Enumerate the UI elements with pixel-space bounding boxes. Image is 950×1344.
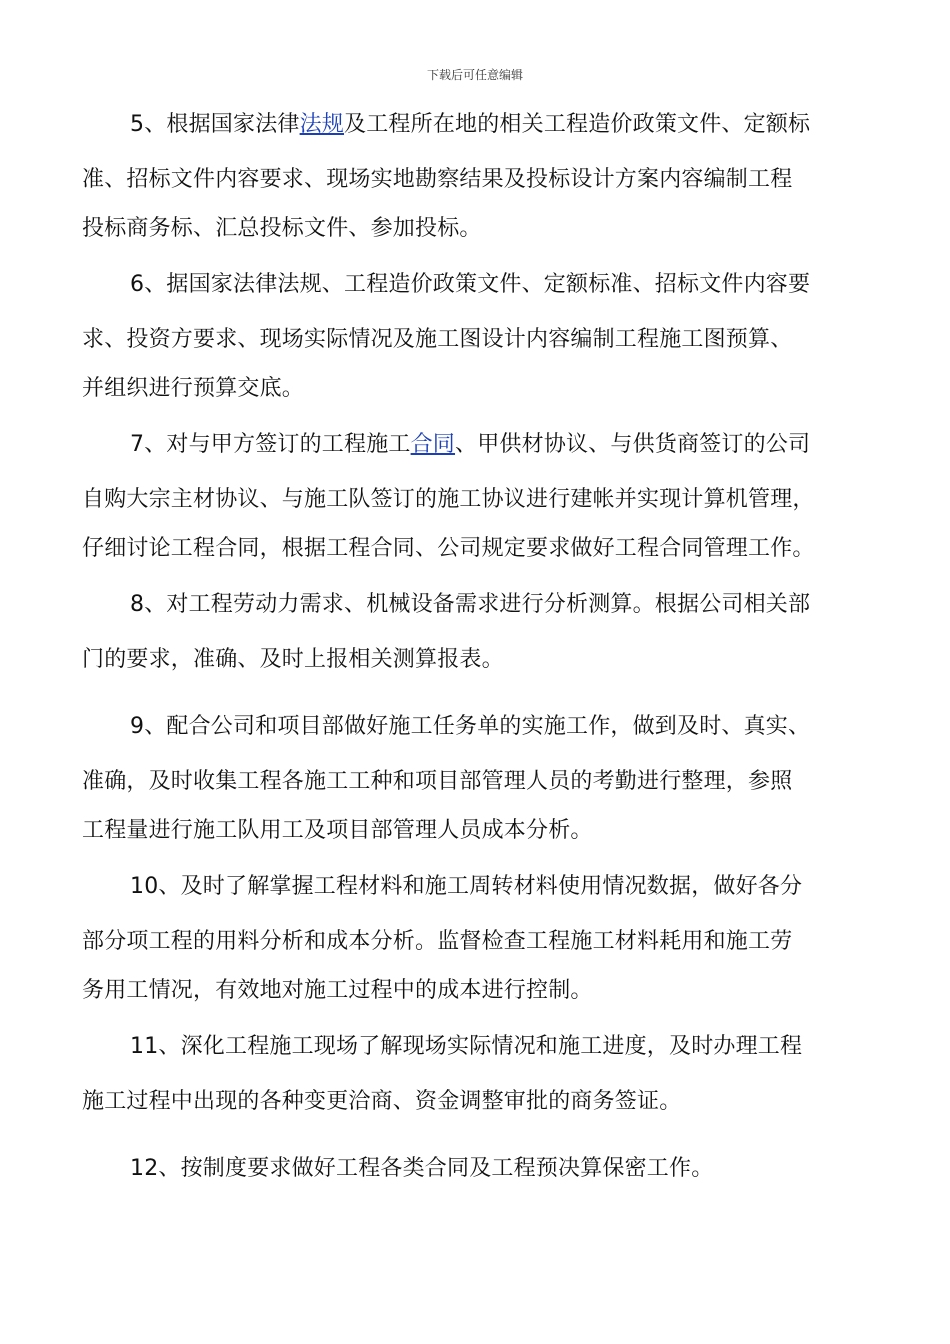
paragraph-line — [82, 702, 872, 752]
text-segment: 、甲供材协议、与供货商签订的公司 — [455, 432, 811, 457]
text-segment: 8、对工程劳动力需求、机械设备需求进行分析测算。根据公司相关部 — [130, 592, 811, 617]
paragraph-line — [82, 752, 872, 812]
text-segment: 仔细讨论工程合同，根据工程合同、公司规定要求做好工程合同管理工作。 — [82, 536, 815, 561]
text-segment: 部分项工程的用料分析和成本分析。监督检查工程施工材料耗用和施工劳 — [82, 929, 793, 954]
text-segment: 5、根据国家法律 — [130, 112, 300, 137]
page-header-note: 下载后可任意编辑 — [426, 68, 523, 82]
text-segment: 及工程所在地的相关工程造价政策文件、定额标 — [344, 112, 811, 137]
text-segment: 11、深化工程施工现场了解现场实际情况和施工进度，及时办理工程 — [130, 1034, 803, 1059]
paragraph-line — [82, 812, 872, 850]
text-segment: 准确，及时收集工程各施工工种和项目部管理人员的考勤进行整理，参照 — [82, 769, 793, 794]
text-segment: 12、按制度要求做好工程各类合同及工程预决算保密工作。 — [130, 1156, 714, 1181]
paragraph-line — [82, 210, 872, 248]
text-segment: 门的要求，准确、及时上报相关测算报表。 — [82, 647, 504, 672]
paragraph-6 — [82, 862, 872, 1010]
paragraph-line — [82, 530, 872, 568]
text-segment: 7、对与甲方签订的工程施工 — [130, 432, 411, 457]
paragraph-line — [82, 150, 872, 210]
text-segment: 务用工情况，有效地对施工过程中的成本进行控制。 — [82, 978, 593, 1003]
paragraph-3 — [82, 420, 872, 568]
text-segment: 并组织进行预算交底。 — [82, 376, 305, 401]
inline-link[interactable]: 法规 — [299, 112, 345, 137]
paragraph-line — [82, 972, 872, 1010]
paragraph-line — [82, 310, 872, 370]
inline-link[interactable]: 合同 — [410, 432, 456, 457]
paragraph-line — [82, 630, 872, 690]
text-segment: 9、配合公司和项目部做好施工任务单的实施工作，做到及时、真实、 — [130, 714, 811, 739]
paragraph-line — [82, 1144, 872, 1194]
paragraph-7 — [82, 1022, 872, 1132]
text-segment: 施工过程中出现的各种变更洽商、资金调整审批的商务签证。 — [82, 1089, 682, 1114]
text-segment: 6、据国家法律法规、工程造价政策文件、定额标准、招标文件内容要 — [130, 272, 811, 297]
text-segment: 求、投资方要求、现场实际情况及施工图设计内容编制工程施工图预算、 — [82, 327, 793, 352]
text-segment: 10、及时了解掌握工程材料和施工周转材料使用情况数据，做好各分 — [130, 874, 803, 899]
paragraph-line — [82, 470, 872, 530]
text-segment: 工程量进行施工队用工及项目部管理人员成本分析。 — [82, 818, 593, 843]
document-body — [82, 100, 872, 1206]
paragraph-line — [82, 100, 872, 150]
paragraph-line — [82, 1022, 872, 1072]
paragraph-line — [82, 260, 872, 310]
text-segment: 投标商务标、汇总投标文件、参加投标。 — [82, 216, 482, 241]
paragraph-8 — [82, 1144, 872, 1194]
text-segment: 准、招标文件内容要求、现场实地勘察结果及投标设计方案内容编制工程 — [82, 167, 793, 192]
paragraph-line — [82, 370, 872, 408]
paragraph-line — [82, 912, 872, 972]
paragraph-1 — [82, 100, 872, 248]
paragraph-5 — [82, 702, 872, 850]
paragraph-line — [82, 862, 872, 912]
paragraph-line — [82, 1072, 872, 1132]
paragraph-4 — [82, 580, 872, 690]
text-segment: 自购大宗主材协议、与施工队签订的施工协议进行建帐并实现计算机管理， — [82, 487, 815, 512]
paragraph-2 — [82, 260, 872, 408]
paragraph-line — [82, 580, 872, 630]
paragraph-line — [82, 420, 872, 470]
